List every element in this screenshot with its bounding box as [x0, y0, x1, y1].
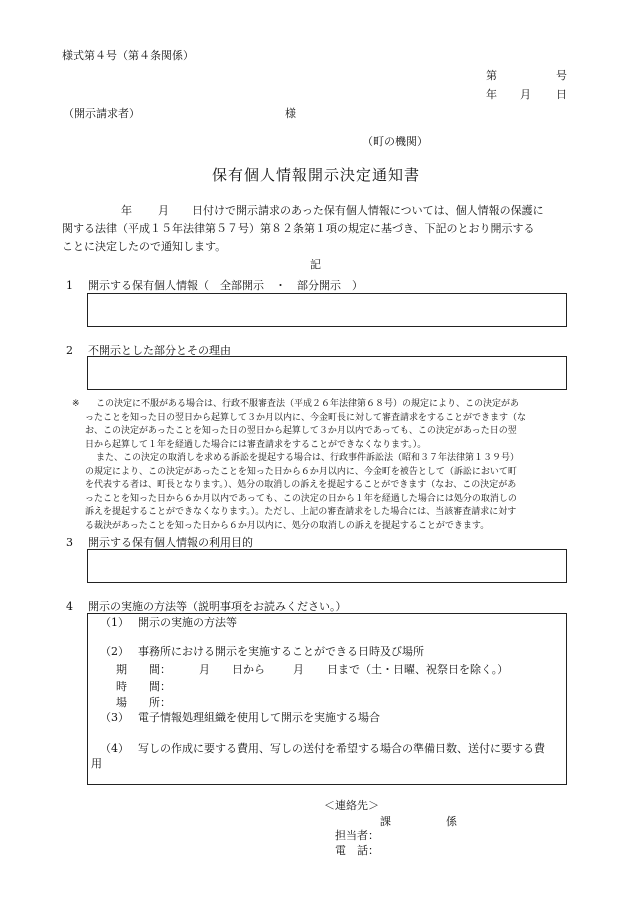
intro-line-1: 日付けで開示請求のあった保有個人情報については、個人情報の保護に	[192, 204, 544, 217]
period-from: 日から	[232, 663, 265, 676]
item-2-text: 事務所における開示を実施することができる日時及び場所	[138, 645, 424, 658]
item-3-text: 電子情報処理組織を使用して開示を実施する場合	[138, 711, 380, 724]
notice-line: の規定により、この決定があったことを知った日から６か月以内に、今金町を被告として（訴訟において町	[85, 466, 517, 477]
period-month-1: 月	[199, 663, 210, 676]
notice-line: 訴えを提起することができなくなります。）。ただし、上記の審査請求をした場合には、当該審査請求に対す	[85, 507, 517, 517]
item-4-text-continued: 用	[91, 757, 102, 770]
date-year: 年	[486, 88, 497, 101]
section-3-number: 3	[66, 536, 73, 549]
notice-line: る裁決があったことを知った日から６か月以内に、処分の取消しの訴えを提起することができます。	[85, 520, 490, 531]
contact-phone: 電 話：	[335, 844, 379, 857]
item-2-number: （2）	[100, 645, 129, 658]
page-title: 保有個人情報開示決定通知書	[212, 166, 421, 184]
contact-department: 課	[380, 815, 391, 828]
period-month-2: 月	[293, 663, 304, 676]
period-label: 期 間：	[116, 663, 171, 676]
contact-person: 担当者：	[335, 829, 379, 842]
agency-label: （町の機関）	[362, 135, 428, 148]
notice-line: ったことを知った日の翌日から起算して３か月以内に、今金町長に対して審査請求をすることができます（な	[85, 412, 527, 423]
notice-line: を代表する者は、町長となります。）、処分の取消しの訴えを提起することができます（なお、この決定があ	[85, 480, 517, 490]
notice-line: この決定に不服がある場合は、行政不服審査法（平成２６年法律第６８号）の規定により、この決定があ	[96, 399, 520, 409]
section-1-label: 開示する保有個人情報（ 全部開示 ・ 部分開示 ）	[88, 279, 363, 292]
notice-line: ったことを知った日から６か月以内であっても、この決定の日から１年を経過した場合には処分の取消しの	[85, 493, 517, 504]
section-2-number: 2	[66, 344, 73, 357]
section-1-box	[87, 293, 567, 327]
contact-section: 係	[446, 815, 457, 828]
period-to: 日まで（土・日曜、祝祭日を除く。）	[327, 663, 509, 676]
section-4-number: 4	[66, 600, 73, 613]
item-1-text: 開示の実施の方法等	[138, 616, 237, 629]
item-3-number: （3）	[100, 711, 129, 724]
section-2-label: 不開示とした部分とその理由	[88, 344, 231, 357]
contact-title: ＜連絡先＞	[324, 799, 379, 812]
time-label: 時 間：	[116, 680, 171, 693]
intro-month: 月	[158, 204, 169, 217]
section-4-label: 開示の実施の方法等（説明事項をお読みください。）	[88, 600, 347, 613]
honorific: 様	[285, 107, 296, 120]
item-4-number: （4）	[100, 742, 129, 755]
intro-line-3: ことに決定したので通知します。	[62, 240, 227, 253]
requester-label: （開示請求者）	[63, 107, 140, 120]
section-2-box	[87, 356, 567, 390]
notice-line: また、この決定の取消しを求める訴訟を提起する場合は、行政事件訴訟法（昭和３７年法律第１３９号）	[96, 453, 520, 463]
ki-mark: 記	[310, 258, 321, 271]
notice-mark: ※	[72, 399, 80, 409]
doc-number-prefix: 第	[486, 69, 497, 82]
doc-number-suffix: 号	[556, 69, 567, 82]
form-number: 様式第４号（第４条関係）	[62, 49, 194, 62]
notice-line: お、この決定があったことを知った日の翌日から起算して３か月以内であっても、この決定があった日の翌	[85, 426, 517, 436]
place-label: 場 所：	[116, 696, 171, 709]
section-1-number: 1	[66, 279, 73, 292]
date-month: 月	[520, 88, 531, 101]
item-4-text: 写しの作成に要する費用、写しの送付を希望する場合の準備日数、送付に要する費	[138, 742, 545, 755]
section-3-box	[87, 549, 567, 583]
intro-year: 年	[121, 204, 132, 217]
notice-line: 日から起算して１年を経過した場合には審査請求をすることができなくなります。）。	[85, 439, 427, 450]
intro-line-2: 関する法律（平成１５年法律第５７号）第８２条第１項の規定に基づき、下記のとおり開示する	[62, 222, 535, 235]
date-day: 日	[556, 88, 567, 101]
section-3-label: 開示する保有個人情報の利用目的	[88, 536, 253, 549]
item-1-number: （1）	[100, 616, 129, 629]
